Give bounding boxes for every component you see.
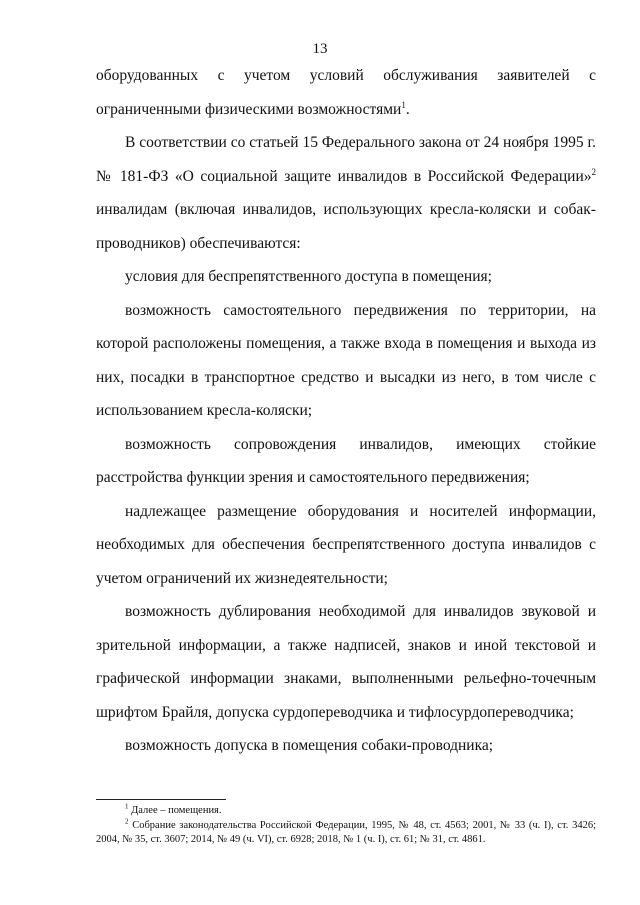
footnote-ref-1[interactable]: 1 xyxy=(401,99,406,110)
paragraph-8: возможность допуска в помещения собаки-проводника; xyxy=(125,737,494,754)
paragraph-1: оборудованных с учетом условий обслуживания заявителей с ограниченными физическими возможностями$^1$. xyxy=(96,67,596,118)
footnote-divider xyxy=(96,799,226,800)
paragraph-2 xyxy=(96,126,596,260)
footnote-text: Собрание законодательства Российской Федерации, 1995, № 48, ст. 4563; 2001, № 33 (ч. I), ст. 3426; 2004, № 35, ст. 3607; 2014, № 49 (ч. VI), ст. 6928; 2018, № 1 (ч. I), ст. 61; № 31, ст. 4861. xyxy=(96,819,596,845)
footnote-1 xyxy=(96,804,596,819)
paragraph-7: возможность дублирования необходимой для инвалидов звуковой и зрительной информации, а также надписей, знаков и иной текстовой и графической информации знаками, выполненными рельефно-точечным шрифтом Брайля, допуска сурдопереводчика и тифлосурдопереводчика; xyxy=(96,603,596,721)
paragraph-3: условия для беспрепятственного доступа в помещения; xyxy=(125,268,492,285)
paragraph-text: В соответствии со статьей 15 Федерального закона от 24 ноября 1995 г. № 181-ФЗ «О социальной защите инвалидов в Российской Федерации» xyxy=(96,134,596,185)
footnote-number: 1 xyxy=(125,802,129,811)
paragraph-4: возможность самостоятельного передвижения по территории, на которой расположены помещения, а также входа в помещения и выхода из них, посадки в транспортное средство и высадки из него, в том числе с использованием кресла-коляски; xyxy=(96,301,596,419)
footnote-2 xyxy=(96,819,596,848)
footnote-number: 2 xyxy=(125,817,129,825)
paragraph-text: оборудованных с учетом условий обслуживания заявителей с ограниченными физическими возможностями xyxy=(96,67,596,118)
paragraph-text: инвалидам (включая инвалидов, использующих кресла-коляски и собак-проводников) обеспечиваются: xyxy=(96,201,596,252)
footnotes xyxy=(96,804,596,848)
footnote-text: Далее – помещения. xyxy=(128,805,222,816)
paragraph-6: надлежащее размещение оборудования и носителей информации, необходимых для обеспечения беспрепятственного доступа инвалидов с учетом ограничений их жизнедеятельности; xyxy=(96,502,596,587)
paragraph-5: возможность сопровождения инвалидов, имеющих стойкие расстройства функции зрения и самостоятельного передвижения; xyxy=(96,435,596,486)
body-text xyxy=(96,59,596,763)
page-number: 13 xyxy=(312,41,328,57)
footnote-ref-2[interactable]: 2 xyxy=(591,166,596,177)
